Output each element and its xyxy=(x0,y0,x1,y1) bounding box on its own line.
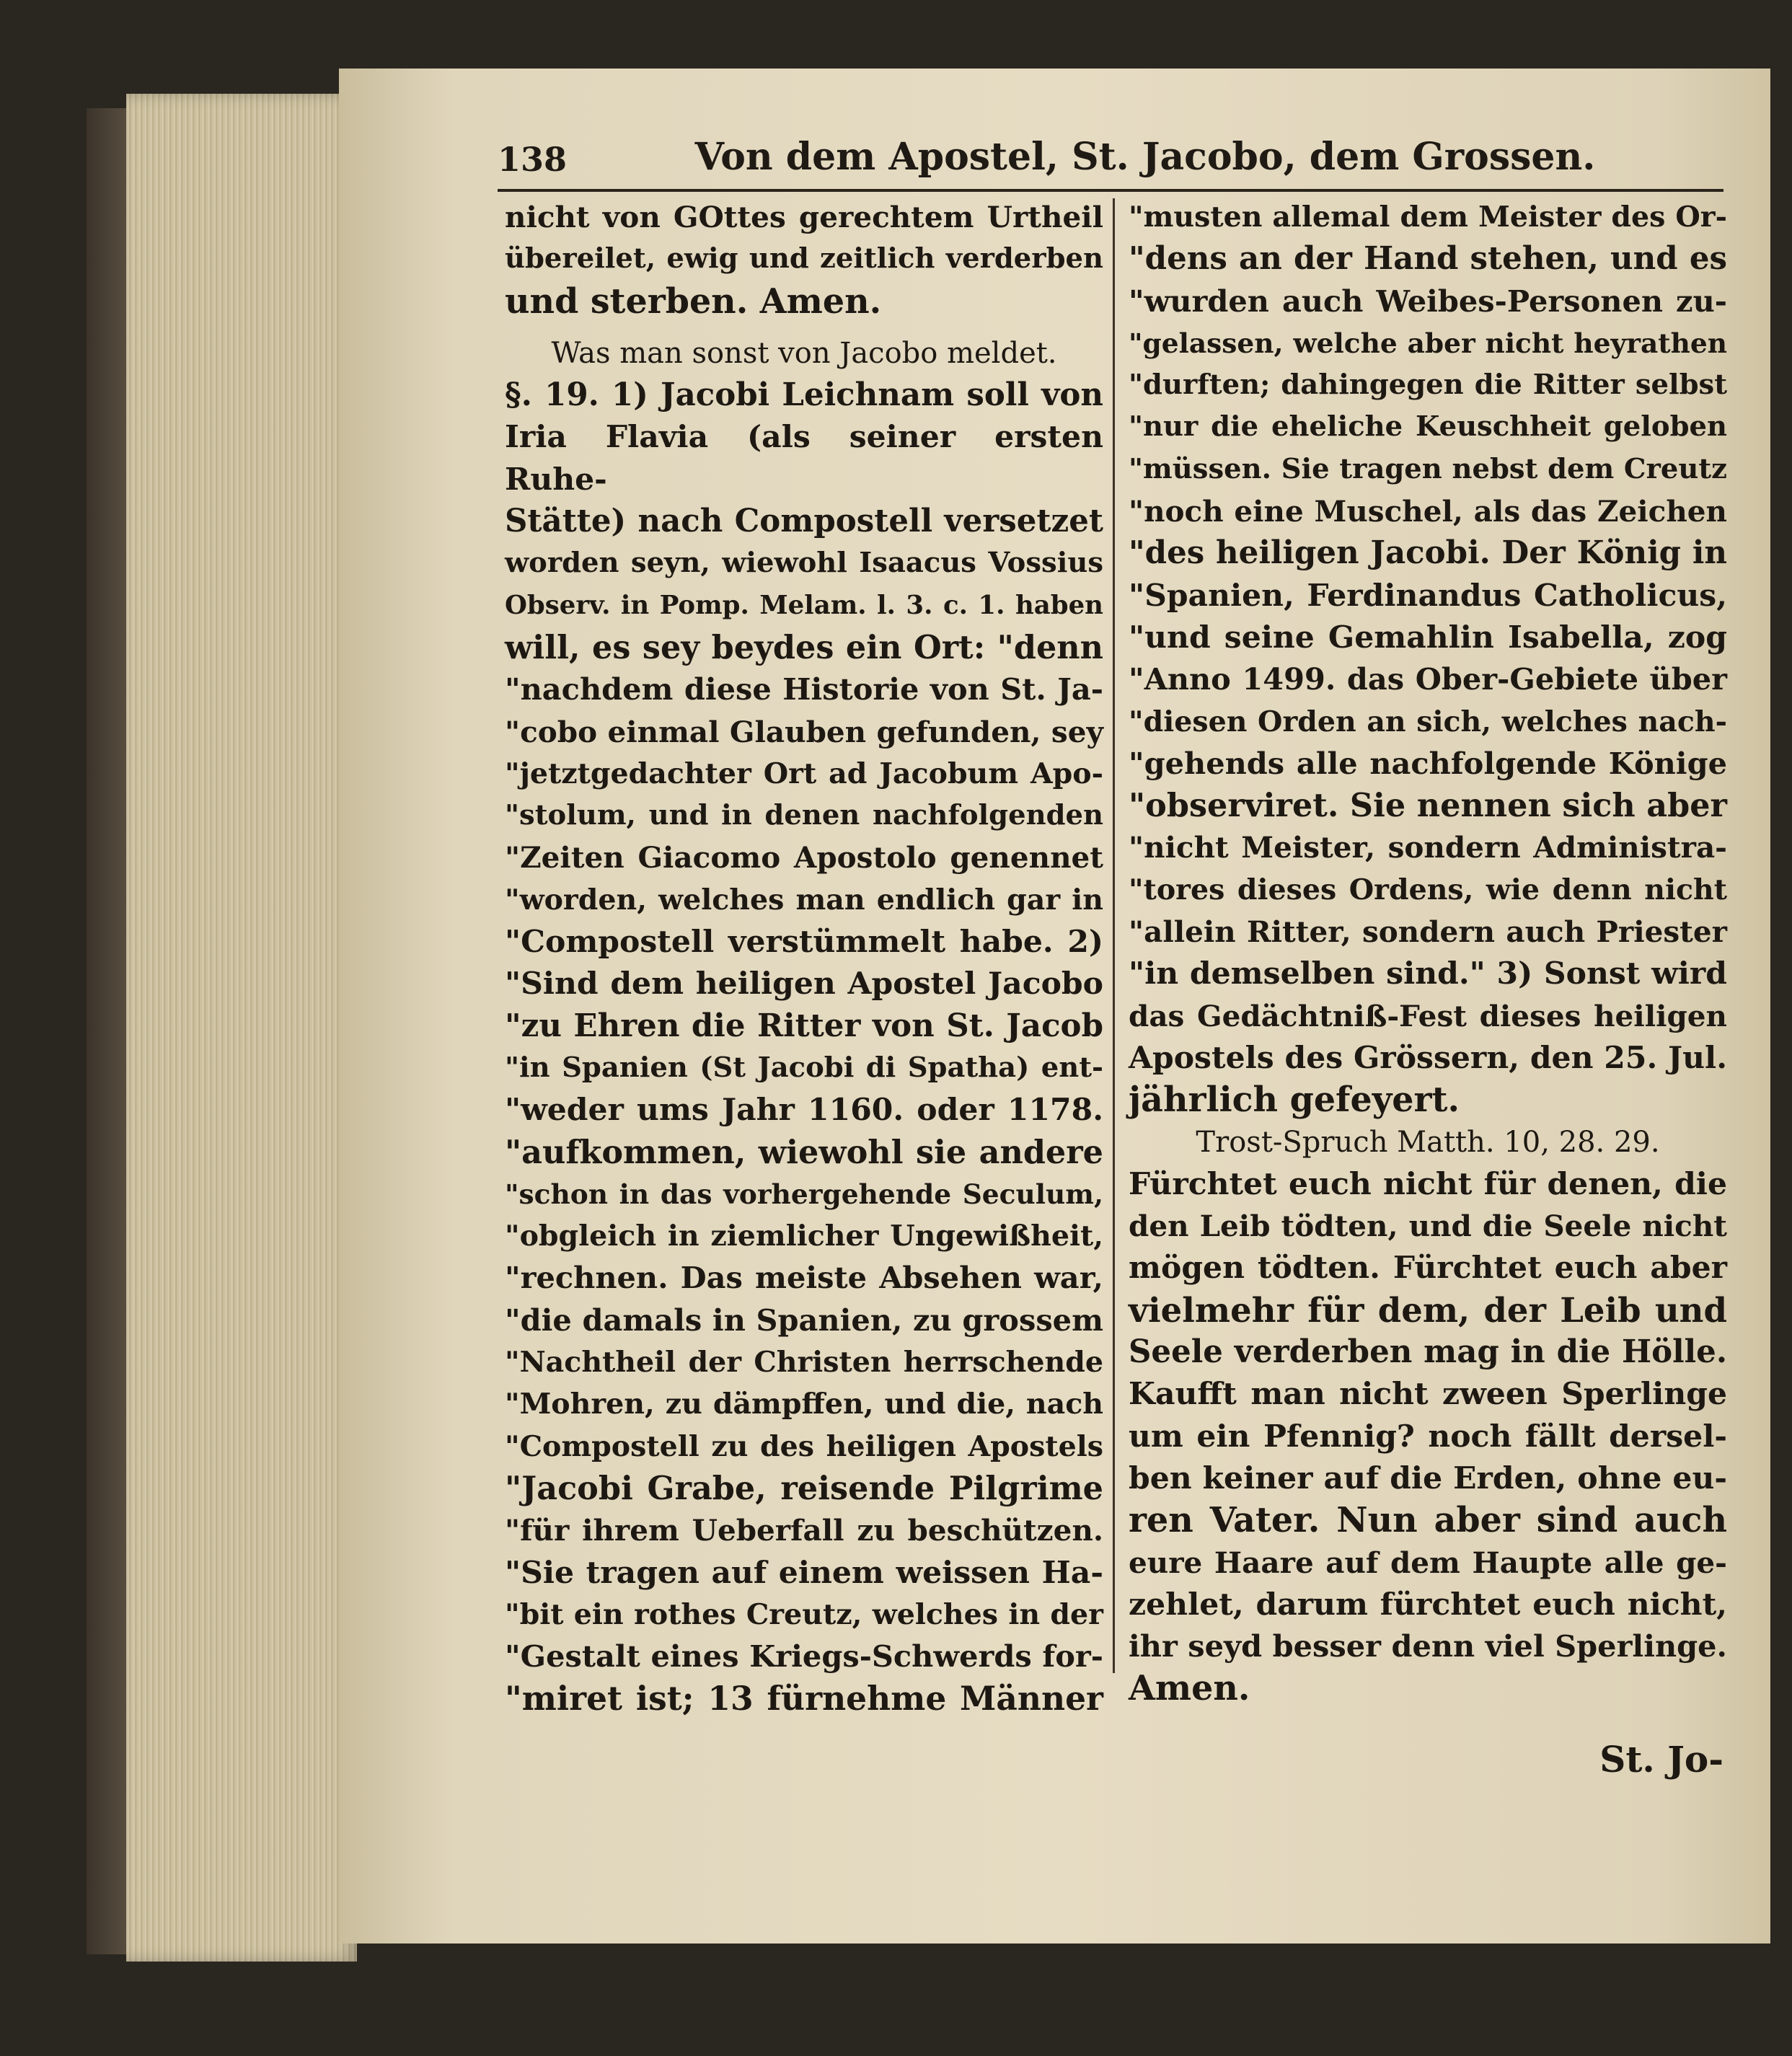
text-line: "allein Ritter, sondern auch Priester xyxy=(1129,914,1727,950)
text-line: "Zeiten Giacomo Apostolo genennet xyxy=(505,840,1103,875)
text-line: "Sind dem heiligen Apostel Jacobo xyxy=(505,966,1103,1002)
text-line: "cobo einmal Glauben gefunden, sey xyxy=(505,714,1103,749)
text-line: Observ. in Pomp. Melam. l. 3. c. 1. haben xyxy=(505,590,1103,620)
left-column xyxy=(505,196,1103,1720)
page-number: 138 xyxy=(498,140,568,179)
section-heading: Trost-Spruch Matth. 10, 28. 29. xyxy=(1196,1125,1660,1159)
text-line: "Gestalt eines Kriegs-Schwerds for- xyxy=(505,1638,1103,1675)
text-line: "aufkommen, wiewohl sie andere xyxy=(505,1133,1103,1171)
text-line: "worden, welches man endlich gar in xyxy=(505,883,1103,917)
text-line: "in Spanien (St Jacobi di Spatha) ent- xyxy=(505,1051,1103,1084)
page-edges xyxy=(126,94,357,1962)
text-line: "dens an der Hand stehen, und es xyxy=(1129,240,1727,278)
text-line: ren Vater. Nun aber sind auch xyxy=(1129,1500,1727,1541)
section-heading: Was man sonst von Jacobo meldet. xyxy=(551,336,1057,370)
text-line: mögen tödten. Fürchtet euch aber xyxy=(1129,1250,1727,1287)
text-line: Apostels des Grössern, den 25. Jul. xyxy=(1129,1039,1727,1076)
text-line: und sterben. Amen. xyxy=(505,281,882,322)
text-line: "Nachtheil der Christen herrschende xyxy=(505,1346,1103,1380)
text-line: "für ihrem Ueberfall zu beschützen. xyxy=(505,1513,1103,1548)
text-line: "Mohren, zu dämpffen, und die, nach xyxy=(505,1387,1103,1421)
text-line: um ein Pfennig? noch fällt dersel- xyxy=(1129,1418,1727,1455)
text-line: "in demselben sind." 3) Sonst wird xyxy=(1129,956,1727,992)
text-line: "stolum, und in denen nachfolgenden xyxy=(505,799,1103,832)
text-line: jährlich gefeyert. xyxy=(1129,1080,1460,1121)
text-line: "Compostell verstümmelt habe. 2) xyxy=(505,924,1103,961)
header-rule xyxy=(498,189,1723,192)
text-line: "und seine Gemahlin Isabella, zog xyxy=(1129,619,1727,656)
text-line: Stätte) nach Compostell versetzet xyxy=(505,503,1103,540)
text-line: "des heiligen Jacobi. Der König in xyxy=(1129,534,1727,572)
text-line: will, es sey beydes ein Ort: "denn xyxy=(505,628,1103,666)
text-line: "müssen. Sie tragen nebst dem Creutz xyxy=(1129,452,1727,485)
text-line: "durften; dahingegen die Ritter selbst xyxy=(1129,369,1727,402)
text-line: Amen. xyxy=(1129,1668,1250,1709)
text-line: "rechnen. Das meiste Absehen war, xyxy=(505,1260,1103,1296)
text-line: "Spanien, Ferdinandus Catholicus, xyxy=(1129,577,1727,614)
text-line: "die damals in Spanien, zu grossem xyxy=(505,1302,1103,1338)
column-divider xyxy=(1113,198,1115,1673)
text-line: "Sie tragen auf einem weissen Ha- xyxy=(505,1554,1103,1591)
text-line: ben keiner auf die Erden, ohne eu- xyxy=(1129,1460,1727,1496)
text-line: "wurden auch Weibes-Personen zu- xyxy=(1129,283,1727,319)
text-line: "musten allemal dem Meister des Or- xyxy=(1129,200,1727,234)
right-column xyxy=(1129,196,1727,1710)
text-line: "observiret. Sie nennen sich aber xyxy=(1129,787,1727,825)
text-line: "nachdem diese Historie von St. Ja- xyxy=(505,671,1103,707)
text-line: "jetztgedachter Ort ad Jacobum Apo- xyxy=(505,756,1103,790)
text-line: vielmehr für dem, der Leib und xyxy=(1129,1289,1727,1330)
text-line: Fürchtet euch nicht für denen, die xyxy=(1129,1165,1727,1202)
text-line: Kaufft man nicht zween Sperlinge xyxy=(1129,1376,1727,1413)
text-line: "weder ums Jahr 1160. oder 1178. xyxy=(505,1092,1103,1129)
text-line: "nicht Meister, sondern Administra- xyxy=(1129,830,1727,865)
book-spine xyxy=(87,108,130,1954)
text-line: eure Haare auf dem Haupte alle ge- xyxy=(1129,1545,1727,1580)
text-line: ihr seyd besser denn viel Sperlinge. xyxy=(1129,1628,1727,1664)
text-line: "obgleich in ziemlicher Ungewißheit, xyxy=(505,1219,1103,1253)
text-line: worden seyn, wiewohl Isaacus Vossius xyxy=(505,547,1103,580)
text-line: "gelassen, welche aber nicht heyrathen xyxy=(1129,327,1727,359)
text-line: übereilet, ewig und zeitlich verderben xyxy=(505,242,1103,275)
text-line: §. 19. 1) Jacobi Leichnam soll von xyxy=(505,376,1103,414)
text-line: "Anno 1499. das Ober-Gebiete über xyxy=(1129,661,1727,697)
text-line: "schon in das vorhergehende Seculum, xyxy=(505,1178,1103,1210)
text-line: "Compostell zu des heiligen Apostels xyxy=(505,1429,1103,1463)
catchword: St. Jo- xyxy=(1599,1738,1723,1781)
text-line: "noch eine Muschel, als das Zeichen xyxy=(1129,494,1727,529)
running-header xyxy=(498,128,1723,179)
running-title: Von dem Apostel, St. Jacobo, dem Grossen. xyxy=(694,135,1596,179)
text-line: "nur die eheliche Keuschheit geloben xyxy=(1129,410,1727,444)
text-line: "Jacobi Grabe, reisende Pilgrime xyxy=(505,1469,1103,1507)
text-line: "miret ist; 13 fürnehme Männer xyxy=(505,1679,1103,1719)
text-line: den Leib tödten, und die Seele nicht xyxy=(1129,1209,1727,1244)
text-line: "diesen Orden an sich, welches nach- xyxy=(1129,705,1727,738)
text-line: "bit ein rothes Creutz, welches in der xyxy=(505,1597,1103,1631)
text-line: Seele verderben mag in die Hölle. xyxy=(1129,1333,1727,1371)
text-line: zehlet, darum fürchtet euch nicht, xyxy=(1129,1586,1727,1623)
text-line: "zu Ehren die Ritter von St. Jacob xyxy=(505,1007,1103,1044)
text-line: "tores dieses Ordens, wie denn nicht xyxy=(1129,873,1727,906)
text-line: nicht von GOttes gerechtem Urtheil xyxy=(505,200,1103,234)
text-line: "gehends alle nachfolgende Könige xyxy=(1129,745,1727,781)
text-line: Iria Flavia (als seiner ersten Ruhe- xyxy=(505,419,1103,498)
text-line: das Gedächtniß-Fest dieses heiligen xyxy=(1129,998,1727,1033)
